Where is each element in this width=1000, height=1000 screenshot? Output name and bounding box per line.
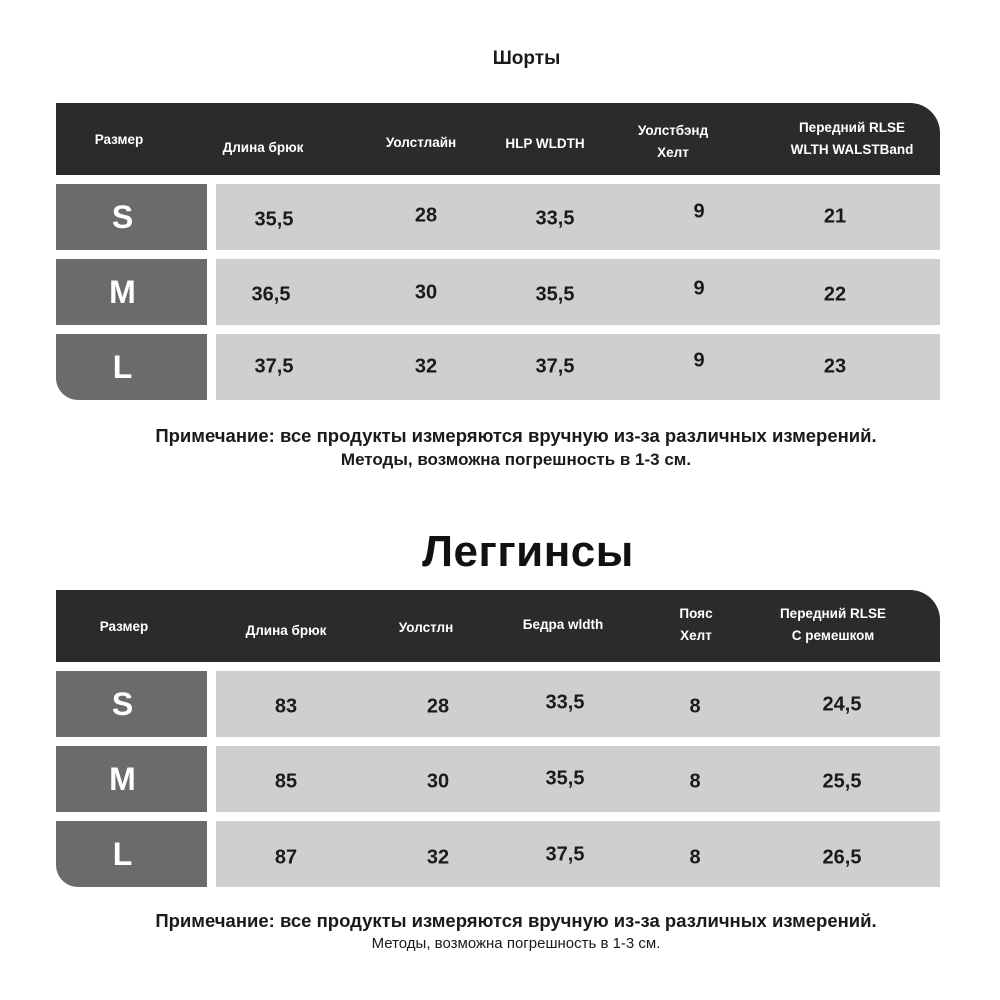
header-hip-width: Бедра wldth (522, 617, 604, 632)
cell-waistband-height: 9 (693, 200, 705, 223)
header-pants-length: Длина брюк (222, 140, 304, 155)
row-cells (216, 746, 940, 812)
cell-waistband-height: 8 (689, 770, 701, 793)
header-waistband-height: Пояс Хелт (679, 606, 713, 643)
size-label: L (56, 334, 207, 400)
header-front-rise: Передний RLSE WLTH WALSTBand (790, 120, 914, 157)
cell-front-rise: 22 (823, 283, 847, 306)
row-cells (216, 259, 940, 325)
cell-hip-width: 37,5 (535, 355, 575, 378)
cell-front-rise: 25,5 (822, 770, 862, 793)
shorts-size-table (56, 103, 940, 400)
table-row (56, 334, 940, 400)
shorts-title: Шорты (492, 48, 561, 69)
cell-hip-width: 35,5 (535, 283, 575, 306)
cell-waistband-height: 8 (689, 695, 701, 718)
cell-front-rise: 26,5 (822, 846, 862, 869)
size-label: M (56, 746, 207, 812)
row-cells (216, 184, 940, 250)
cell-hip-width: 33,5 (545, 691, 585, 714)
header-size: Размер (99, 619, 149, 634)
cell-hip-width: 37,5 (545, 843, 585, 866)
row-cells (216, 821, 940, 887)
table-row (56, 671, 940, 737)
cell-waistline: 28 (426, 695, 450, 718)
header-size: Размер (94, 132, 144, 147)
table-row (56, 821, 940, 887)
size-label: S (56, 671, 207, 737)
note-line: Примечание: все продукты измеряются вручную из-за различных измерений. (155, 910, 877, 931)
table-row (56, 184, 940, 250)
table-row (56, 259, 940, 325)
size-label: L (56, 821, 207, 887)
cell-waistline: 30 (426, 770, 450, 793)
cell-pants-length: 36,5 (251, 283, 291, 306)
cell-waistline: 32 (414, 355, 438, 378)
cell-front-rise: 24,5 (822, 693, 862, 716)
cell-waistband-height: 9 (693, 277, 705, 300)
cell-pants-length: 83 (274, 695, 298, 718)
row-cells (216, 671, 940, 737)
cell-pants-length: 85 (274, 770, 298, 793)
cell-waistband-height: 8 (689, 846, 701, 869)
cell-waistline: 30 (414, 281, 438, 304)
cell-waistband-height: 9 (693, 349, 705, 372)
table-row (56, 746, 940, 812)
header-waistband-height: Уолстбэнд Хелт (637, 123, 709, 160)
leggings-title: Леггинсы (422, 527, 634, 576)
cell-pants-length: 87 (274, 846, 298, 869)
leggings-size-table (56, 590, 940, 887)
size-label: S (56, 184, 207, 250)
header-pants-length: Длина брюк (245, 623, 327, 638)
header-waistline: Уолстлн (398, 620, 454, 635)
header-hip-width: HLP WLDTH (505, 136, 585, 151)
leggings-table-header (56, 590, 940, 662)
shorts-table-header (56, 103, 940, 175)
cell-front-rise: 21 (823, 205, 847, 228)
shorts-note (0, 425, 1000, 470)
cell-front-rise: 23 (823, 355, 847, 378)
note-line: Методы, возможна погрешность в 1-3 см. (340, 450, 692, 469)
cell-waistline: 32 (426, 846, 450, 869)
cell-pants-length: 37,5 (254, 355, 294, 378)
header-front-rise: Передний RLSE С ремешком (779, 606, 887, 643)
note-line: Примечание: все продукты измеряются вручную из-за различных измерений. (155, 425, 877, 446)
leggings-note (0, 910, 1000, 952)
header-waistline: Уолстлайн (385, 135, 457, 150)
cell-pants-length: 35,5 (254, 208, 294, 231)
cell-waistline: 28 (414, 204, 438, 227)
cell-hip-width: 35,5 (545, 767, 585, 790)
note-line: Методы, возможна погрешность в 1-3 см. (371, 935, 661, 952)
row-cells (216, 334, 940, 400)
cell-hip-width: 33,5 (535, 207, 575, 230)
size-label: M (56, 259, 207, 325)
